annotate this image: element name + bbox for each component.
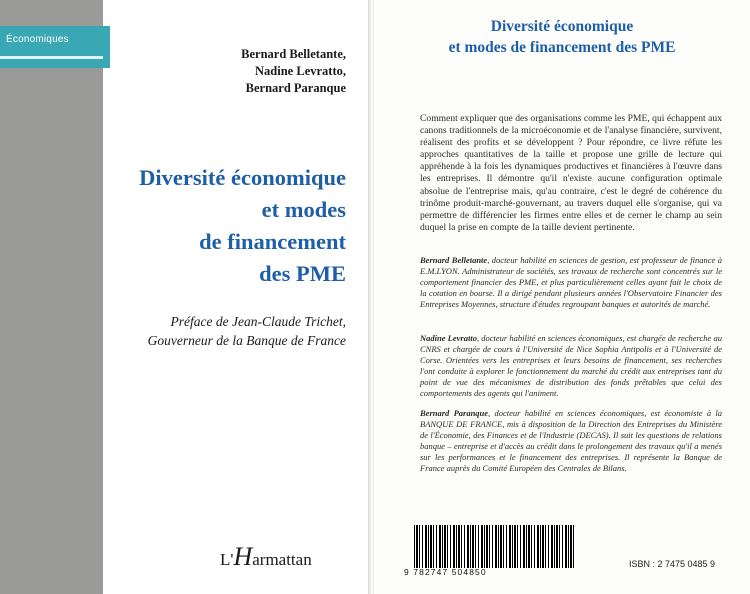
front-authors [241,46,346,97]
back-title-line: Diversité économique [490,18,634,35]
publisher-prefix: L' [220,550,234,569]
publisher-initial: H [233,542,253,571]
isbn-label: ISBN : 2 7475 0485 9 [629,559,716,569]
title-line: Diversité économique [139,165,346,190]
preface-line: Gouverneur de la Banque de France [147,333,346,348]
back-title [374,16,750,58]
title-line: et modes [261,197,346,222]
preface-credit [148,312,346,350]
barcode-number: 9 782747 504850 [404,567,487,577]
bio-author-name: Bernard Belletante [420,255,488,265]
grey-side-band [0,0,103,594]
series-label: Économiques [6,34,69,45]
series-banner [0,26,110,68]
bio-author-name: Bernard Paranque [420,408,489,418]
barcode [404,525,584,577]
front-cover [0,0,372,594]
title-line: de financement [199,229,346,254]
back-cover [374,0,750,594]
author-bio [420,333,722,399]
bio-author-name: Nadine Levratto [420,333,477,343]
author-name: Bernard Paranque [245,81,346,95]
title-line: des PME [259,261,346,286]
bio-text: , docteur habilité en sciences de gestion, est professeur de finance à E.M.LYON. Administrateur de sociétés, ses travaux de recherche sont concentrés sur le comportement financier des PME, et plus particulièrement celles ayant fait le choix de la cotation en bourse. Il a dirigé pendant plusieurs années l'Observatoire Financier des Entreprises Moyennes, structure d'études regroupant banques et autorités de marché. [420,255,722,309]
author-bio [420,255,722,310]
book-summary: Comment expliquer que des organisations comme les PME, qui échappent aux canons traditionnels de la microéconomie et de l'analyse financière, survivent, réalisent des profits et se développent ? Pour répondre, ce livre réfute les approches quantitatives de la taille et propose une grille de lecture qui appréhende à la fois les dynamiques productives et financières à l'œuvre dans les entreprises. Il démontre qu'il n'existe aucune configuration optimale absolue de l'entreprise mais, qu'au contraire, c'est le degré de cohérence du trinôme produit-marché-gouvernant, au travers duquel elle s'organise, qui va permettre de différencier les firmes entre elles et de cerner le champ au sein duquel la prise en compte de la taille devient pertinente. [420,113,722,233]
bio-text: , docteur habilité en sciences économiques, est économiste à la BANQUE DE FRANCE, mis à disposition de la Direction des Entreprises du Ministère de l'Économie, des Finances et de l'Industrie (DECAS). Il suit les questions de relations banque – entreprise et d'accès au crédit dans le prolongement des travaux qu'il a menés sur les performances et le financement des entreprises. Il représente la Banque de France auprès du Comité Européen des Centrales de Bilans. [420,408,722,473]
author-name: Nadine Levratto, [255,64,346,78]
author-bio [420,408,722,474]
series-banner-line [0,56,103,59]
publisher-name-rest: armattan [252,550,312,569]
front-title [139,162,346,290]
barcode-bars [414,525,574,568]
publisher-logo [220,542,312,572]
bio-text: , docteur habilité en sciences économiques, est chargée de recherche au CNRS et chargée de cours à l'Université de Nice Sophia Antipolis et à l'Université de Corse. Orientées vers les entreprises et leurs besoins de financement, ses recherches l'ont conduite à explorer le fonctionnement du marché du crédit aux entreprises tant du point de vue des mécanismes de distribution des fonds prêtables que celui des comportements des agents qui l'animent. [420,333,722,398]
back-title-line: et modes de financement des PME [448,39,676,56]
author-name: Bernard Belletante, [241,47,346,61]
preface-line: Préface de Jean-Claude Trichet, [170,314,346,329]
